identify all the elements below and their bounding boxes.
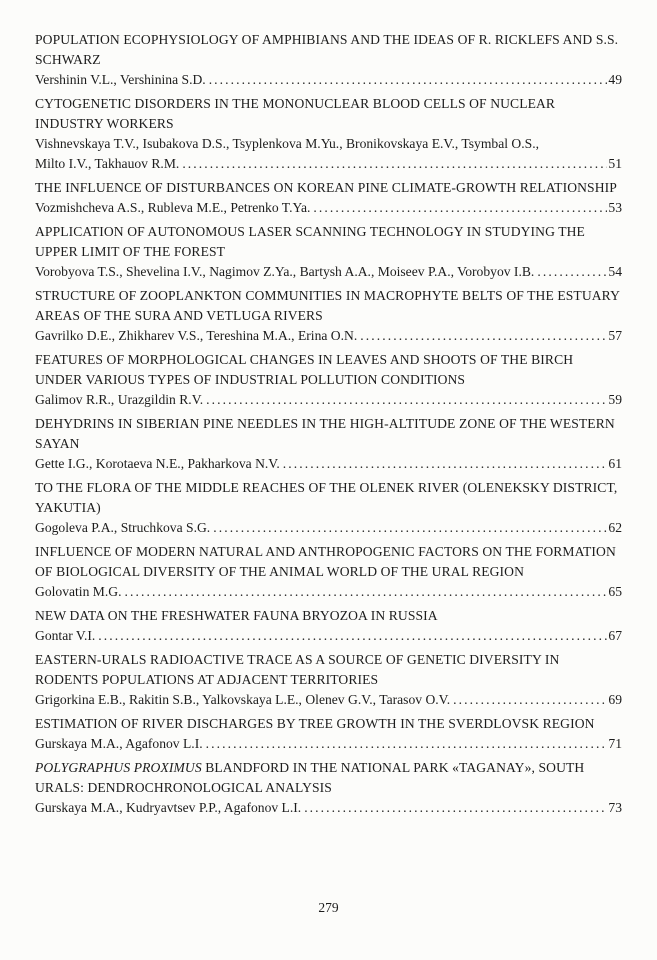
toc-entry (35, 178, 622, 218)
entry-page-number: 61 (608, 456, 622, 471)
entry-title (35, 606, 622, 626)
page-footer (0, 898, 657, 918)
entry-page-number: 57 (608, 328, 622, 343)
dot-leader (124, 582, 607, 602)
dot-leader (206, 390, 607, 410)
entry-page-number: 54 (608, 264, 622, 279)
entry-authors-lastline: Gette I.G., Korotaeva N.E., Pakharkova N.V. (35, 456, 280, 471)
entry-title-text: TO THE FLORA OF THE MIDDLE REACHES OF THE OLENEK RIVER (OLENEKSKY DISTRICT, YAKUTIA) (35, 480, 618, 515)
entry-authors-lastline: Gontar V.I. (35, 628, 96, 643)
toc-entry (35, 606, 622, 646)
toc-entry (35, 94, 622, 174)
entry-title-text: EASTERN-URALS RADIOACTIVE TRACE AS A SOURCE OF GENETIC DIVERSITY IN RODENTS POPULATIONS AT ADJACENT TERRITORIES (35, 652, 560, 687)
entry-authors-row (35, 690, 622, 710)
entry-title-text: INFLUENCE OF MODERN NATURAL AND ANTHROPOGENIC FACTORS ON THE FORMATION OF BIOLOGICAL DIVERSITY OF THE ANIMAL WORLD OF THE URAL REGION (35, 544, 616, 579)
toc-entry (35, 286, 622, 346)
entry-authors-row (35, 734, 622, 754)
entry-title (35, 542, 622, 582)
entry-authors-row (35, 70, 622, 90)
entry-authors-lastline: Gavrilko D.E., Zhikharev V.S., Tereshina M.A., Erina O.N. (35, 328, 358, 343)
entry-authors-lastline: Milto I.V., Takhauov R.M. (35, 156, 180, 171)
entry-page-number: 73 (608, 800, 622, 815)
entry-title-text: CYTOGENETIC DISORDERS IN THE MONONUCLEAR BLOOD CELLS OF NUCLEAR INDUSTRY WORKERS (35, 96, 556, 131)
entry-title (35, 350, 622, 390)
dot-leader (360, 326, 607, 346)
entry-title-text: THE INFLUENCE OF DISTURBANCES ON KOREAN PINE CLIMATE-GROWTH RELATIONSHIP (35, 180, 617, 195)
toc-entry (35, 650, 622, 710)
entry-page-number: 53 (608, 200, 622, 215)
dot-leader (98, 626, 607, 646)
entry-authors-line: Vishnevskaya T.V., Isubakova D.S., Tsyplenkova M.Yu., Bronikovskaya E.V., Tsymbal O.S., (35, 136, 540, 151)
dot-leader (182, 154, 607, 174)
toc-entry (35, 758, 622, 818)
entry-authors-row (35, 326, 622, 346)
entry-title-text: DEHYDRINS IN SIBERIAN PINE NEEDLES IN THE HIGH-ALTITUDE ZONE OF THE WESTERN SAYAN (35, 416, 615, 451)
entry-title (35, 478, 622, 518)
entry-authors-row (35, 626, 622, 646)
entry-title (35, 30, 622, 70)
entry-authors-row (35, 154, 622, 174)
entry-page-number: 49 (608, 72, 622, 87)
entry-authors-row (35, 262, 622, 282)
entry-authors (35, 134, 622, 154)
entry-title (35, 650, 622, 690)
toc-entry (35, 350, 622, 410)
entry-authors-lastline: Gurskaya M.A., Kudryavtsev P.P., Agafonov L.I. (35, 800, 302, 815)
entry-authors-row (35, 798, 622, 818)
entry-title-italic: POLYGRAPHUS PROXIMUS (35, 760, 202, 775)
entry-authors-row (35, 198, 622, 218)
page-footer-number: 279 (318, 900, 339, 915)
entry-title-text: APPLICATION OF AUTONOMOUS LASER SCANNING TECHNOLOGY IN STUDYING THE UPPER LIMIT OF THE FOREST (35, 224, 585, 259)
entry-page-number: 67 (608, 628, 622, 643)
entry-title (35, 414, 622, 454)
entry-title (35, 178, 622, 198)
entry-authors-row (35, 582, 622, 602)
entry-authors-lastline: Vorobyova T.S., Shevelina I.V., Nagimov Z.Ya., Bartysh A.A., Moiseev P.A., Vorobyov I.B. (35, 264, 535, 279)
toc-entry (35, 714, 622, 754)
entry-page-number: 71 (608, 736, 622, 751)
entry-authors-row (35, 454, 622, 474)
dot-leader (213, 518, 607, 538)
entry-title-text: NEW DATA ON THE FRESHWATER FAUNA BRYOZOA IN RUSSIA (35, 608, 438, 623)
dot-leader (453, 690, 607, 710)
entry-page-number: 69 (608, 692, 622, 707)
entry-authors-lastline: Vozmishcheva A.S., Rubleva M.E., Petrenko T.Ya. (35, 200, 311, 215)
dot-leader (283, 454, 608, 474)
entry-title (35, 94, 622, 134)
dot-leader (537, 262, 607, 282)
entry-title (35, 758, 622, 798)
entry-title-text: ESTIMATION OF RIVER DISCHARGES BY TREE GROWTH IN THE SVERDLOVSK REGION (35, 716, 595, 731)
entry-authors-lastline: Vershinin V.L., Vershinina S.D. (35, 72, 206, 87)
toc-entry (35, 542, 622, 602)
entry-title-text: FEATURES OF MORPHOLOGICAL CHANGES IN LEAVES AND SHOOTS OF THE BIRCH UNDER VARIOUS TYPES OF INDUSTRIAL POLLUTION CONDITIONS (35, 352, 574, 387)
entry-authors-lastline: Galimov R.R., Urazgildin R.V. (35, 392, 204, 407)
entry-page-number: 51 (608, 156, 622, 171)
dot-leader (304, 798, 607, 818)
entry-page-number: 62 (608, 520, 622, 535)
toc-entry (35, 222, 622, 282)
dot-leader (209, 70, 608, 90)
entry-title-text: POPULATION ECOPHYSIOLOGY OF AMPHIBIANS AND THE IDEAS OF R. RICKLEFS AND S.S. SCHWARZ (35, 32, 619, 67)
toc-entry (35, 478, 622, 538)
entry-title-text: STRUCTURE OF ZOOPLANKTON COMMUNITIES IN MACROPHYTE BELTS OF THE ESTUARY AREAS OF THE SURA AND VETLUGA RIVERS (35, 288, 620, 323)
entry-page-number: 65 (608, 584, 622, 599)
entry-page-number: 59 (608, 392, 622, 407)
entry-authors-lastline: Gogoleva P.A., Struchkova S.G. (35, 520, 211, 535)
entry-authors-lastline: Gurskaya M.A., Agafonov L.I. (35, 736, 203, 751)
dot-leader (206, 734, 608, 754)
entry-authors-row (35, 518, 622, 538)
entry-title (35, 714, 622, 734)
toc-entry (35, 30, 622, 90)
entry-title (35, 222, 622, 262)
entry-title-text: BLANDFORD IN THE NATIONAL PARK «TAGANAY», SOUTH URALS: DENDROCHRONOLOGICAL ANALYSIS (35, 760, 585, 795)
entry-authors-lastline: Golovatin M.G. (35, 584, 122, 599)
dot-leader (313, 198, 607, 218)
entry-title (35, 286, 622, 326)
entry-authors-row (35, 390, 622, 410)
entry-authors-lastline: Grigorkina E.B., Rakitin S.B., Yalkovskaya L.E., Olenev G.V., Tarasov O.V. (35, 692, 451, 707)
toc-entry (35, 414, 622, 474)
